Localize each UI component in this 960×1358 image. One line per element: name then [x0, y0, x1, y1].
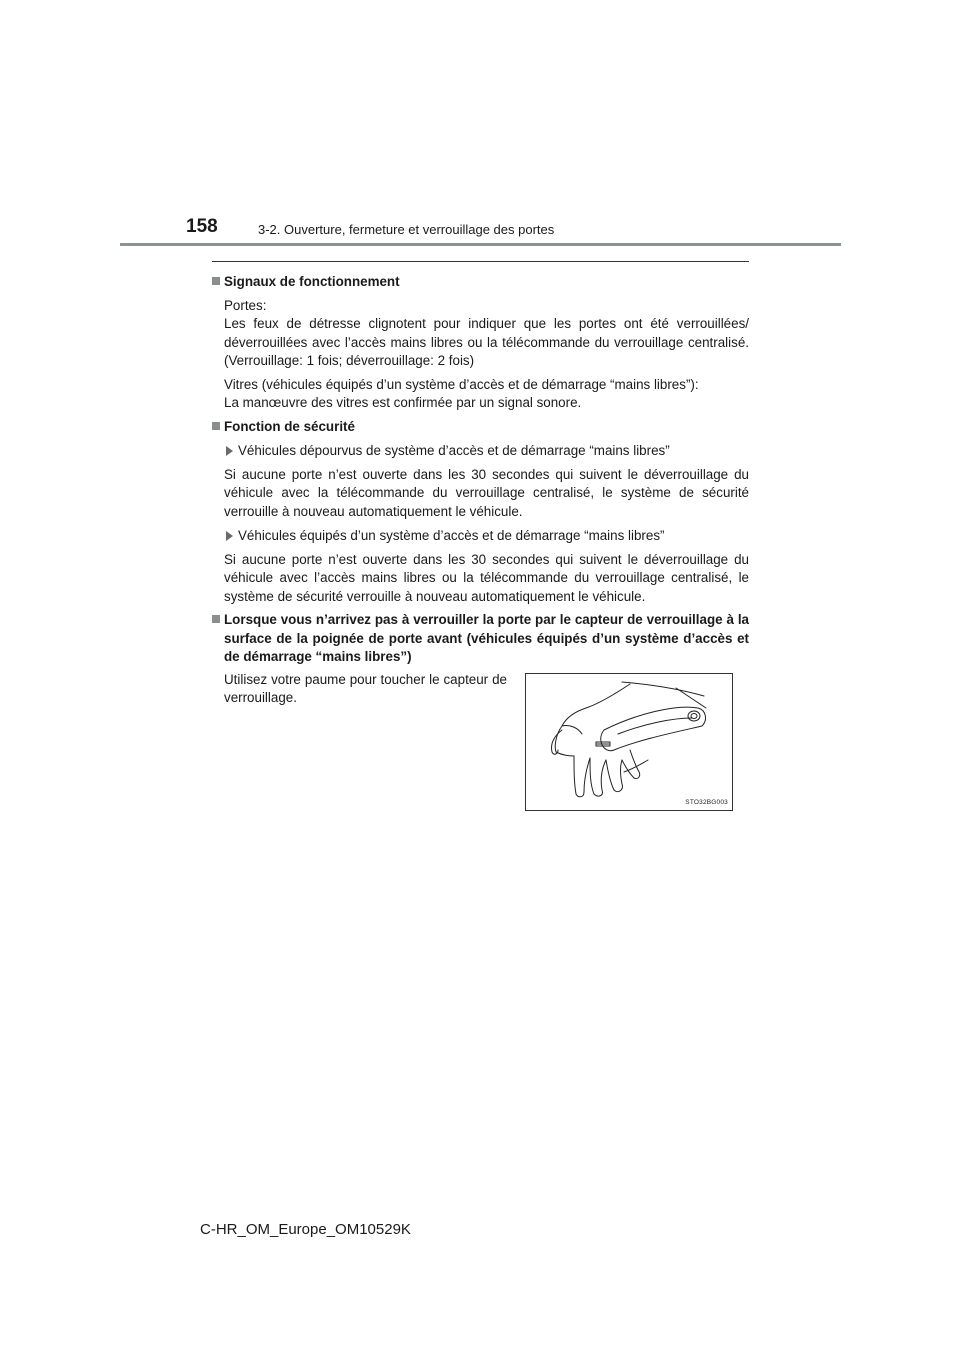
hand-on-handle-drawing: [526, 674, 732, 810]
paragraph: Si aucune porte n’est ouverte dans les 30 secondes qui suivent le déverrouillage du véhicule avec la télécommande du verrouillage centralisé, le système de sécurité verrouille à nouveau automatiquement le véhicule.: [224, 466, 749, 519]
content: [212, 268, 749, 821]
header-bar: [120, 243, 841, 246]
square-bullet-icon: [212, 277, 220, 285]
sub-item: Véhicules équipés d’un système d’accès et de démarrage “mains libres”: [224, 527, 749, 546]
footer-document-id: C-HR_OM_Europe_OM10529K: [200, 1221, 411, 1238]
heading-signaux: Signaux de fonctionnement: [212, 273, 749, 292]
heading-securite: Fonction de sécurité: [212, 418, 749, 437]
paragraph: Vitres (véhicules équipés d’un système d’accès et de démarrage “mains libres”): La manœuvre des vitres est confirmée par un signal sonore.: [224, 376, 699, 410]
illustrated-row: [212, 671, 749, 821]
page-number: 158: [186, 216, 218, 237]
square-bullet-icon: [212, 422, 220, 430]
heading-capteur: Lorsque vous n’arrivez pas à verrouiller la porte par le capteur de verrouillage à la surface de la poignée de porte avant (véhicules équipés d’un système d’accès et de démarrage “mains libres”): [212, 611, 749, 667]
door-handle-illustration: [525, 673, 733, 811]
paragraph: Portes: Les feux de détresse clignotent pour indiquer que les portes ont été verrouillées/ déverrouillées avec l’accès mains libres ou la télécommande du verrouillage centralisé. (Verrouillage: 1 fois; déverrouillage: 2 fois): [224, 297, 749, 368]
square-bullet-icon: [212, 615, 220, 623]
sub-item: Véhicules dépourvus de système d’accès et de démarrage “mains libres”: [224, 442, 749, 461]
triangle-bullet-icon: [226, 531, 233, 541]
figure-id: STO32BG003: [685, 798, 728, 806]
triangle-bullet-icon: [226, 446, 233, 456]
section-title: 3-2. Ouverture, fermeture et verrouillage des portes: [258, 222, 555, 237]
top-rule: [212, 261, 749, 262]
paragraph: Utilisez votre paume pour toucher le capteur de verrouillage.: [224, 671, 507, 705]
paragraph: Si aucune porte n’est ouverte dans les 30 secondes qui suivent le déverrouillage du véhicule avec l’accès mains libres ou la télécommande du verrouillage centralisé, le système de sécurité verrouille à nouveau automatiquement le véhicule.: [224, 551, 749, 604]
